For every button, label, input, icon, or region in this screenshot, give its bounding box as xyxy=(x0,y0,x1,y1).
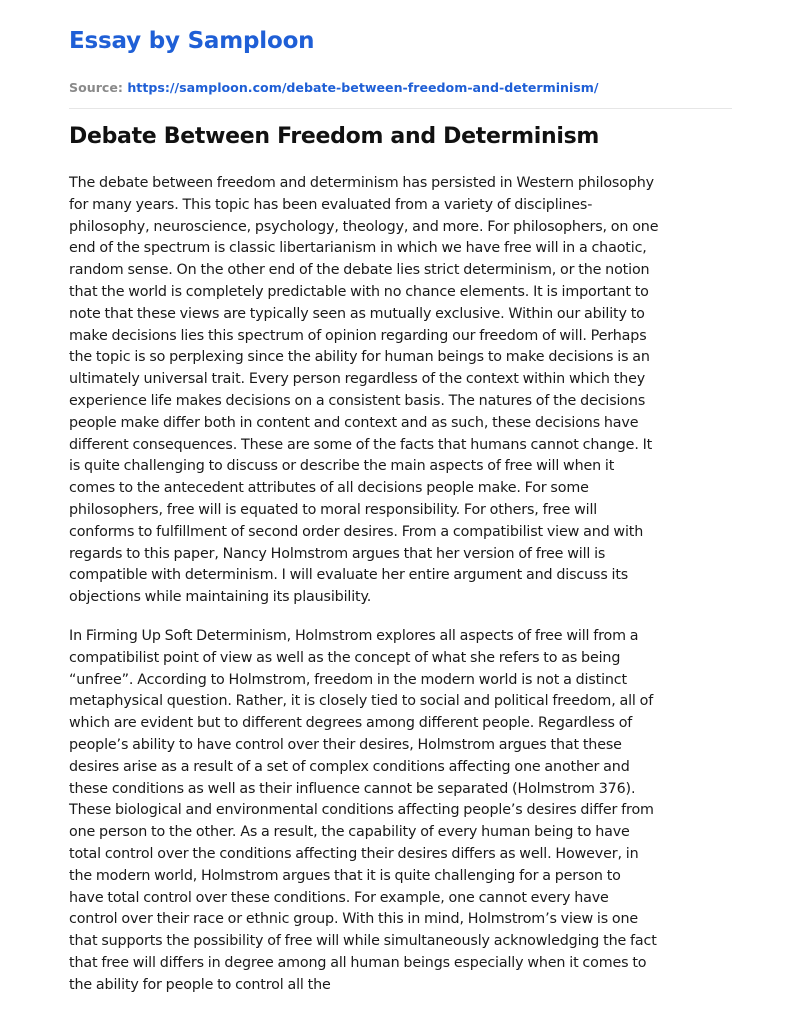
paragraph-line: for many years. This topic has been evaluated from a variety of disciplines- xyxy=(69,196,593,213)
paragraph-line: random sense. On the other end of the debate lies strict determinism, or the notion xyxy=(69,262,650,279)
paragraph-line: philosophy, neuroscience, psychology, theology, and more. For philosophers, on one xyxy=(69,218,659,235)
paragraph-line: people’s ability to have control over their desires, Holmstrom argues that these xyxy=(69,736,622,753)
paragraph-line: These biological and environmental conditions affecting people’s desires differ from xyxy=(69,802,654,819)
paragraph-line: that the world is completely predictable with no chance elements. It is important to xyxy=(69,283,649,300)
paragraph-line: note that these views are typically seen as mutually exclusive. Within our ability to xyxy=(69,305,645,322)
paragraph-line: one person to the other. As a result, the capability of every human being to have xyxy=(69,824,630,841)
paragraph-line: In Firming Up Soft Determinism, Holmstrom explores all aspects of free will from a xyxy=(69,628,639,644)
brand-title: Essay by Samploon xyxy=(69,28,315,54)
paragraph-line: that free will differs in degree among all human beings especially when it comes to xyxy=(69,954,647,971)
paragraph-line: experience life makes decisions on a consistent basis. The natures of the decisions xyxy=(69,392,646,409)
source-line xyxy=(69,80,599,95)
paragraph-line: metaphysical question. Rather, it is closely tied to social and political freedom, all of xyxy=(69,693,654,710)
paragraph-line: compatible with determinism. I will evaluate her entire argument and discuss its xyxy=(69,567,629,584)
paragraph-2 xyxy=(69,626,732,997)
paragraph-line: total control over the conditions affecting their desires differs as well. However, in xyxy=(69,845,639,862)
paragraph-line: ultimately universal trait. Every person regardless of the context within which they xyxy=(69,371,646,388)
paragraph-line: conforms to fulfillment of second order desires. From a compatibilist view and with xyxy=(69,523,644,540)
paragraph-line: the topic is so perplexing since the ability for human beings to make decisions is an xyxy=(69,349,650,366)
paragraph-line: “unfree”. According to Holmstrom, freedom in the modern world is not a distinct xyxy=(69,671,627,688)
paragraph-line: control over their race or ethnic group. With this in mind, Holmstrom’s view is one xyxy=(69,911,639,928)
paragraph-line: is quite challenging to discuss or describe the main aspects of free will when it xyxy=(69,458,615,475)
header-divider xyxy=(69,108,732,109)
paragraph-line: have total control over these conditions. For example, one cannot every have xyxy=(69,889,609,906)
paragraph-line: people make differ both in content and context and as such, these decisions have xyxy=(69,414,639,431)
paragraph-line: The debate between freedom and determinism has persisted in Western philosophy xyxy=(69,175,654,191)
paragraph-line: end of the spectrum is classic libertarianism in which we have free will in a chaotic, xyxy=(69,240,647,257)
paragraph-line: desires arise as a result of a set of complex conditions affecting one another and xyxy=(69,758,630,775)
paragraph-1 xyxy=(69,173,732,609)
paragraph-line: the modern world, Holmstrom argues that it is quite challenging for a person to xyxy=(69,867,621,884)
paragraph-line: the ability for people to control all the xyxy=(69,976,331,993)
paragraph-line: comes to the antecedent attributes of all decisions people make. For some xyxy=(69,480,589,497)
source-link[interactable]: https://samploon.com/debate-between-freedom-and-determinism/ xyxy=(127,80,599,95)
paragraph-line: these conditions as well as their influence cannot be separated (Holmstrom 376). xyxy=(69,780,636,797)
paragraph-line: different consequences. These are some of the facts that humans cannot change. It xyxy=(69,436,653,453)
article-title: Debate Between Freedom and Determinism xyxy=(69,124,599,149)
paragraph-line: that supports the possibility of free will while simultaneously acknowledging the fact xyxy=(69,933,657,950)
paragraph-line: make decisions lies this spectrum of opinion regarding our freedom of will. Perhaps xyxy=(69,327,647,344)
paragraph-line: compatibilist point of view as well as the concept of what she refers to as being xyxy=(69,649,621,666)
paragraph-line: objections while maintaining its plausibility. xyxy=(69,589,372,606)
source-label: Source: xyxy=(69,80,128,95)
paragraph-line: regards to this paper, Nancy Holmstrom argues that her version of free will is xyxy=(69,545,606,562)
paragraph-line: philosophers, free will is equated to moral responsibility. For others, free will xyxy=(69,501,598,518)
paragraph-line: which are evident but to different degrees among different people. Regardless of xyxy=(69,715,633,732)
